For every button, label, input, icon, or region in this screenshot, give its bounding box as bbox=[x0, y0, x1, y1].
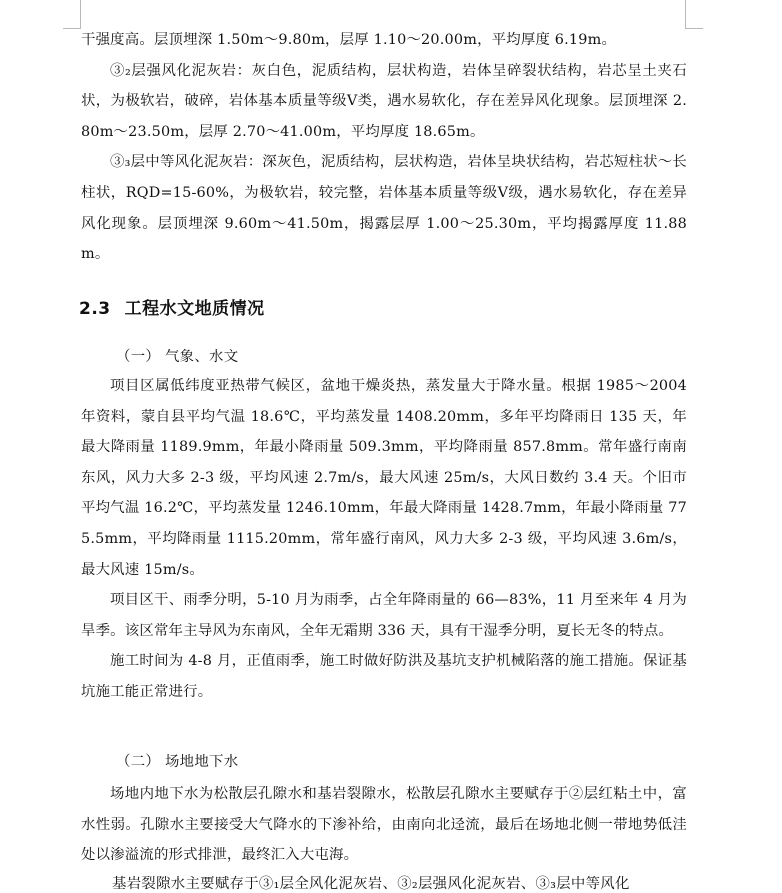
geology-layers-block bbox=[81, 25, 687, 270]
paragraph-climate: 项目区属低纬度亚热带气候区，盆地干燥炎热，蒸发量大于降水量。根据 1985～2004 年资料，蒙自县平均气温 18.6℃，平均蒸发量 1408.20mm，多年平均降雨日 135 天，年最大降雨量 1189.9mm，年最小降雨量 509.3mm，平均降雨量 857.8mm。常年盛行南南东风，风力大多 2-3 级，平均风速 2.7m/s，最大风速 25m/s，大风日数约 3.4 天。个旧市平均气温 16.2℃，平均蒸发量 1246.10mm，年最大降雨量 1428.7mm，年最小降雨量 775.5mm，平均降雨量 1115.20mm，常年盛行南风，风力大多 2-3 级，平均风速 3.6m/s，最大风速 15m/s。 bbox=[81, 378, 687, 578]
paragraph-continued: 干强度高。层顶埋深 1.50m～9.80m，层厚 1.10～20.00m，平均厚度 6.19m。 bbox=[81, 32, 617, 48]
crop-mark-top-right bbox=[685, 0, 703, 29]
subsection-title-weather: （一） 气象、水文 bbox=[116, 349, 239, 365]
section-title: 工程水文地质情况 bbox=[124, 299, 265, 319]
groundwater-block bbox=[81, 779, 687, 871]
paragraph-groundwater: 场地内地下水为松散层孔隙水和基岩裂隙水，松散层孔隙水主要赋存于②层红粘土中，富水性弱。孔隙水主要接受大气降水的下渗补给，由南向北迳流，最后在场地北侧一带地势低洼处以渗溢流的形式排泄，最终汇入大屯海。 bbox=[81, 786, 687, 864]
section-number: 2.3 bbox=[79, 299, 111, 319]
subsection-title-groundwater: （二） 场地地下水 bbox=[116, 754, 239, 770]
paragraph-seasons: 项目区干、雨季分明，5-10 月为雨季，占全年降雨量的 66—83%，11 月至来年 4 月为旱季。该区常年主导风为东南风，全年无霜期 336 天，具有干湿季分明，夏长无冬的特点。 bbox=[81, 592, 687, 639]
paragraph-layer-3-2: ③₂层强风化泥灰岩：灰白色，泥质结构，层状构造，岩体呈碎裂状结构，岩芯呈土夹石状，为极软岩，破碎，岩体基本质量等级Ⅴ类，遇水易软化，存在差异风化现象。层顶埋深 2.80m～23.50m，层厚 2.70～41.00m，平均厚度 18.65m。 bbox=[81, 62, 687, 140]
paragraph-layer-3-3: ③₃层中等风化泥灰岩：深灰色，泥质结构，层状构造，岩体呈块状结构，岩芯短柱状～长柱状，RQD=15-60%，为极软岩，较完整，岩体基本质量等级Ⅴ级，遇水易软化，存在差异风化现象。层顶埋深 9.60m～41.50m，揭露层厚 1.00～25.30m，平均揭露厚度 11.88m。 bbox=[81, 154, 687, 263]
crop-mark-top-left bbox=[63, 0, 81, 29]
section-heading bbox=[79, 294, 265, 319]
weather-block bbox=[81, 371, 687, 708]
paragraph-construction-time: 施工时间为 4-8 月，正值雨季，施工时做好防洪及基坑支护机械陷落的施工措施。保证基坑施工能正常进行。 bbox=[81, 653, 687, 700]
paragraph-bedrock-water-partial: 基岩裂隙水主要赋存于③₁层全风化泥灰岩、③₂层强风化泥灰岩、③₃层中等风化 bbox=[112, 876, 630, 892]
